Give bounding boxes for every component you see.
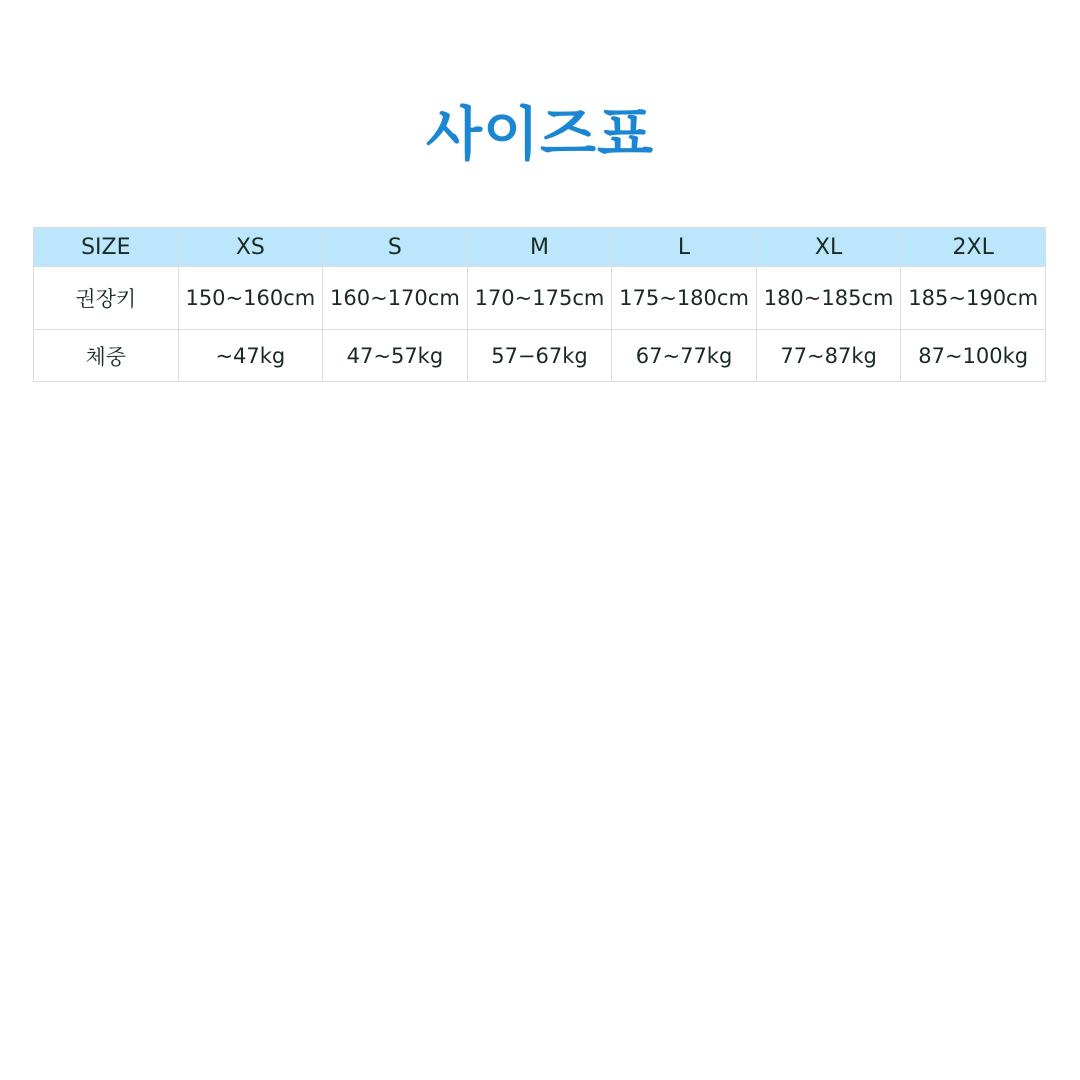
header-cell-xl: XL <box>756 228 901 267</box>
weight-cell-2xl: 87~100kg <box>901 330 1046 382</box>
table-row-recommended-height <box>34 267 1046 330</box>
weight-cell-l: 67~77kg <box>612 330 757 382</box>
weight-cell-m: 57−67kg <box>467 330 612 382</box>
page-title: 사이즈표 <box>425 100 655 168</box>
size-chart-table <box>33 227 1046 382</box>
header-cell-s: S <box>323 228 468 267</box>
height-cell-s: 160~170cm <box>323 267 468 330</box>
header-cell-m: M <box>467 228 612 267</box>
height-cell-xs: 150~160cm <box>178 267 323 330</box>
height-cell-m: 170~175cm <box>467 267 612 330</box>
height-cell-2xl: 185~190cm <box>901 267 1046 330</box>
row-label-weight: 체중 <box>34 330 179 382</box>
row-label-recommended-height: 권장키 <box>34 267 179 330</box>
header-cell-size: SIZE <box>34 228 179 267</box>
weight-cell-s: 47~57kg <box>323 330 468 382</box>
weight-cell-xl: 77~87kg <box>756 330 901 382</box>
header-cell-xs: XS <box>178 228 323 267</box>
header-cell-2xl: 2XL <box>901 228 1046 267</box>
table-row-weight <box>34 330 1046 382</box>
weight-cell-xs: ~47kg <box>178 330 323 382</box>
height-cell-l: 175~180cm <box>612 267 757 330</box>
header-cell-l: L <box>612 228 757 267</box>
table-header-row <box>34 228 1046 267</box>
height-cell-xl: 180~185cm <box>756 267 901 330</box>
